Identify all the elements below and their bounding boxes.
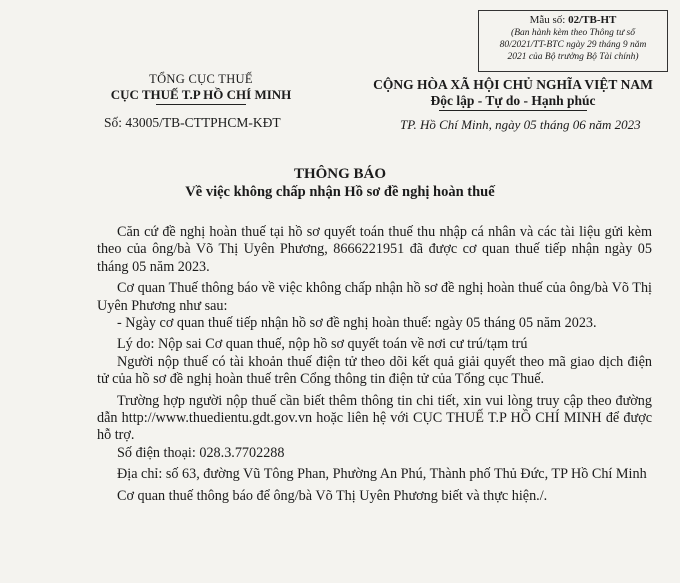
title-main: THÔNG BÁO bbox=[293, 166, 387, 182]
paragraph-address: Địa chỉ: số 63, đường Vũ Tông Phan, Phường An Phú, Thành phố Thủ Đức, TP Hồ Chí Minh bbox=[117, 466, 647, 483]
form-number bbox=[485, 14, 661, 27]
form-note-line-3: 2021 của Bộ trưởng Bộ Tài chính) bbox=[507, 52, 639, 62]
notice-title bbox=[0, 165, 680, 201]
agency-name: CỤC THUẾ T.P HỒ CHÍ MINH bbox=[110, 87, 292, 102]
form-note-line-2: 80/2021/TT-BTC ngày 29 tháng 9 năm bbox=[499, 40, 647, 50]
form-number-value: 02/TB-HT bbox=[568, 14, 617, 26]
national-motto: Độc lập - Tự do - Hạnh phúc bbox=[430, 93, 596, 108]
place-and-date: TP. Hồ Chí Minh, ngày 05 tháng 06 năm 2023 bbox=[400, 117, 641, 132]
notice-body bbox=[97, 224, 652, 505]
document-number: Số: 43005/TB-CTTPHCM-KĐT bbox=[104, 115, 281, 130]
agency-divider bbox=[156, 104, 246, 105]
national-header bbox=[352, 77, 674, 111]
form-number-label: Mẫu số: bbox=[529, 14, 566, 26]
paragraph-reason: Lý do: Nộp sai Cơ quan thuế, nộp hồ sơ quyết toán về nơi cư trú/tạm trú bbox=[117, 336, 528, 353]
paragraph-contact: Trường hợp người nộp thuế cần biết thêm thông tin chi tiết, xin vui lòng truy cập theo đường dẫn http://www.thuedientu.gdt.gov.vn hoặc liên hệ với CỤC THUẾ T.P HỒ CHÍ MINH để được hỗ trợ. bbox=[97, 392, 652, 444]
paragraph-closing: Cơ quan thuế thông báo để ông/bà Võ Thị Uyên Phương biết và thực hiện./. bbox=[117, 487, 548, 504]
issuing-agency bbox=[86, 72, 316, 105]
paragraph-notice: Cơ quan Thuế thông báo về việc không chấp nhận hồ sơ đề nghị hoàn thuế của ông/bà Võ Thị Uyên Phương như sau: bbox=[97, 280, 652, 314]
paragraph-tracking: Người nộp thuế có tài khoản thuế điện tử theo dõi kết quả giải quyết theo mã giao dịch điện tử của hồ sơ đề nghị hoàn thuế trên Cổng thông tin điện tử của Tổng cục Thuế. bbox=[97, 353, 652, 388]
paragraph-basis: Căn cứ đề nghị hoàn thuế tại hồ sơ quyết toán thuế thu nhập cá nhân và các tài liệu gửi kèm theo của ông/bà Võ Thị Uyên Phương, 8666221951 đã được cơ quan thuế tiếp nhận ngày 05 tháng 05 năm 2023. bbox=[97, 224, 652, 275]
form-number-box bbox=[478, 10, 668, 72]
country-name: CỘNG HÒA XÃ HỘI CHỦ NGHĨA VIỆT NAM bbox=[373, 77, 653, 92]
paragraph-phone: Số điện thoại: 028.3.7702288 bbox=[117, 444, 285, 461]
title-subject: Về việc không chấp nhận Hồ sơ đề nghị hoàn thuế bbox=[185, 184, 495, 200]
form-note-line-1: (Ban hành kèm theo Thông tư số bbox=[511, 28, 635, 38]
agency-parent: TỔNG CỤC THUẾ bbox=[149, 72, 253, 86]
motto-divider bbox=[439, 110, 587, 111]
paragraph-received-date: - Ngày cơ quan thuế tiếp nhận hồ sơ đề nghị hoàn thuế: ngày 05 tháng 05 năm 2023. bbox=[117, 315, 597, 332]
